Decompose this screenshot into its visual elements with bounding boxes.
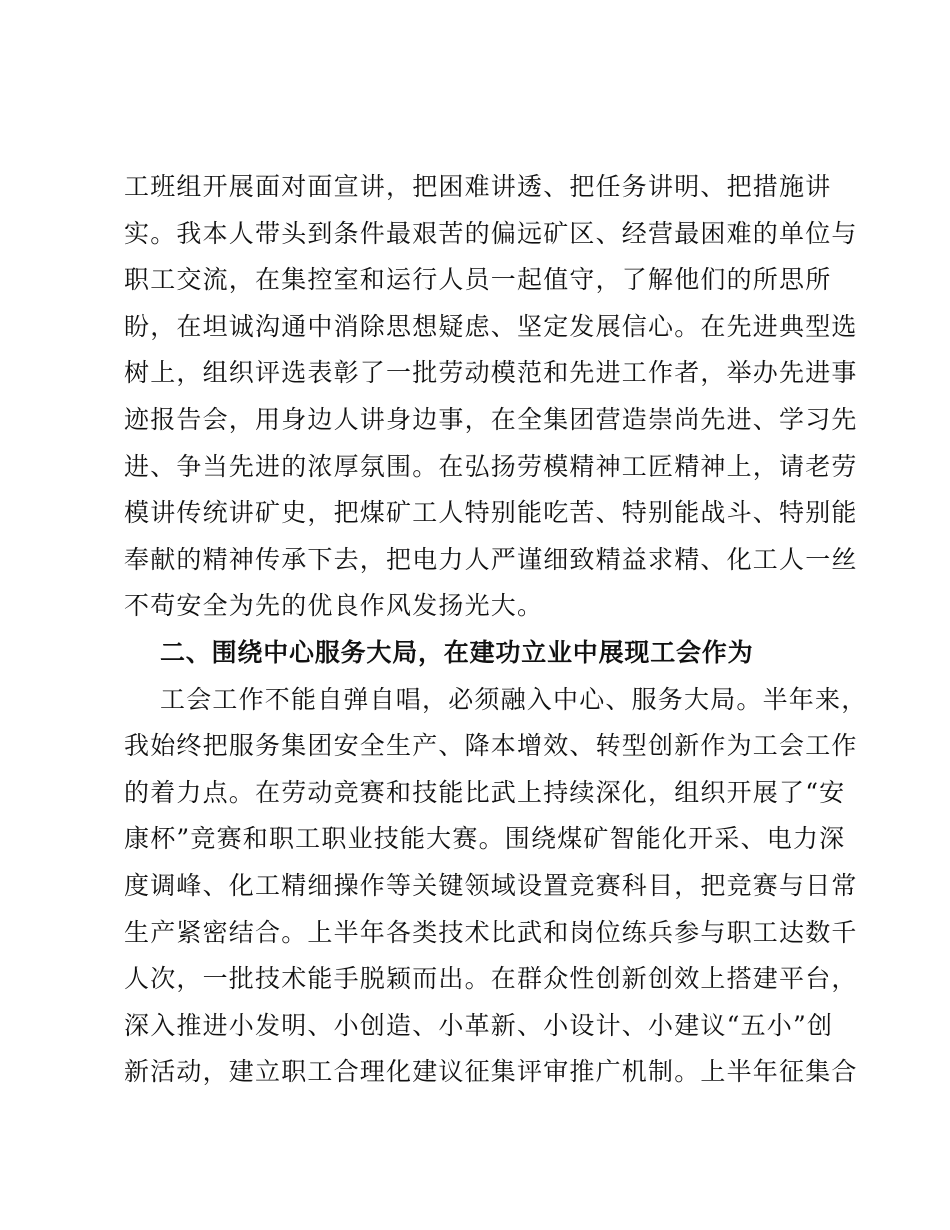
document-body — [124, 164, 868, 1096]
body-text-line: 我始终把服务集团安全生产、降本增效、转型创新作为工会工作 — [124, 731, 858, 761]
body-text-line: 职工交流，在集控室和运行人员一起值守，了解他们的所思所 — [124, 265, 832, 295]
body-text-line: 进、争当先进的浓厚氛围。在弘扬劳模精神工匠精神上，请老劳 — [124, 451, 858, 481]
body-text-line: 的着力点。在劳动竞赛和技能比武上持续深化，组织开展了“安 — [124, 777, 846, 807]
body-text-line: 深入推进小发明、小创造、小革新、小设计、小建议“五小”创 — [124, 1010, 834, 1040]
body-text-line: 工班组开展面对面宣讲，把困难讲透、把任务讲明、把措施讲 — [124, 172, 832, 201]
body-text-line: 康杯”竞赛和职工职业技能大赛。围绕煤矿智能化开采、电力深 — [124, 824, 846, 854]
body-text-line: 盼，在坦诚沟通中消除思想疑虑、坚定发展信心。在先进典型选 — [124, 311, 858, 341]
body-text-line: 树上，组织评选表彰了一批劳动模范和先进工作者，举办先进事 — [124, 358, 858, 388]
paragraph-first-line: 工会工作不能自弹自唱，必须融入中心、服务大局。半年来， — [160, 684, 868, 714]
body-text-line: 不苟安全为先的优良作风发扬光大。 — [124, 591, 544, 621]
body-text-line: 迹报告会，用身边人讲身边事，在全集团营造崇尚先进、学习先 — [124, 404, 858, 434]
body-text-line: 奉献的精神传承下去，把电力人严谨细致精益求精、化工人一丝 — [124, 544, 858, 574]
body-text-line: 新活动，建立职工合理化建议征集评审推广机制。上半年征集合 — [124, 1057, 858, 1087]
body-text-line: 人次，一批技术能手脱颖而出。在群众性创新创效上搭建平台， — [124, 964, 858, 994]
body-text-line: 实。我本人带头到条件最艰苦的偏远矿区、经营最困难的单位与 — [124, 218, 858, 248]
section-heading: 二、围绕中心服务大局，在建功立业中展现工会作为 — [160, 637, 754, 667]
body-text-line: 生产紧密结合。上半年各类技术比武和岗位练兵参与职工达数千 — [124, 917, 858, 947]
body-text-line: 度调峰、化工精细操作等关键领域设置竞赛科目，把竞赛与日常 — [124, 870, 858, 900]
body-text-line: 模讲传统讲矿史，把煤矿工人特别能吃苦、特别能战斗、特别能 — [124, 498, 858, 528]
